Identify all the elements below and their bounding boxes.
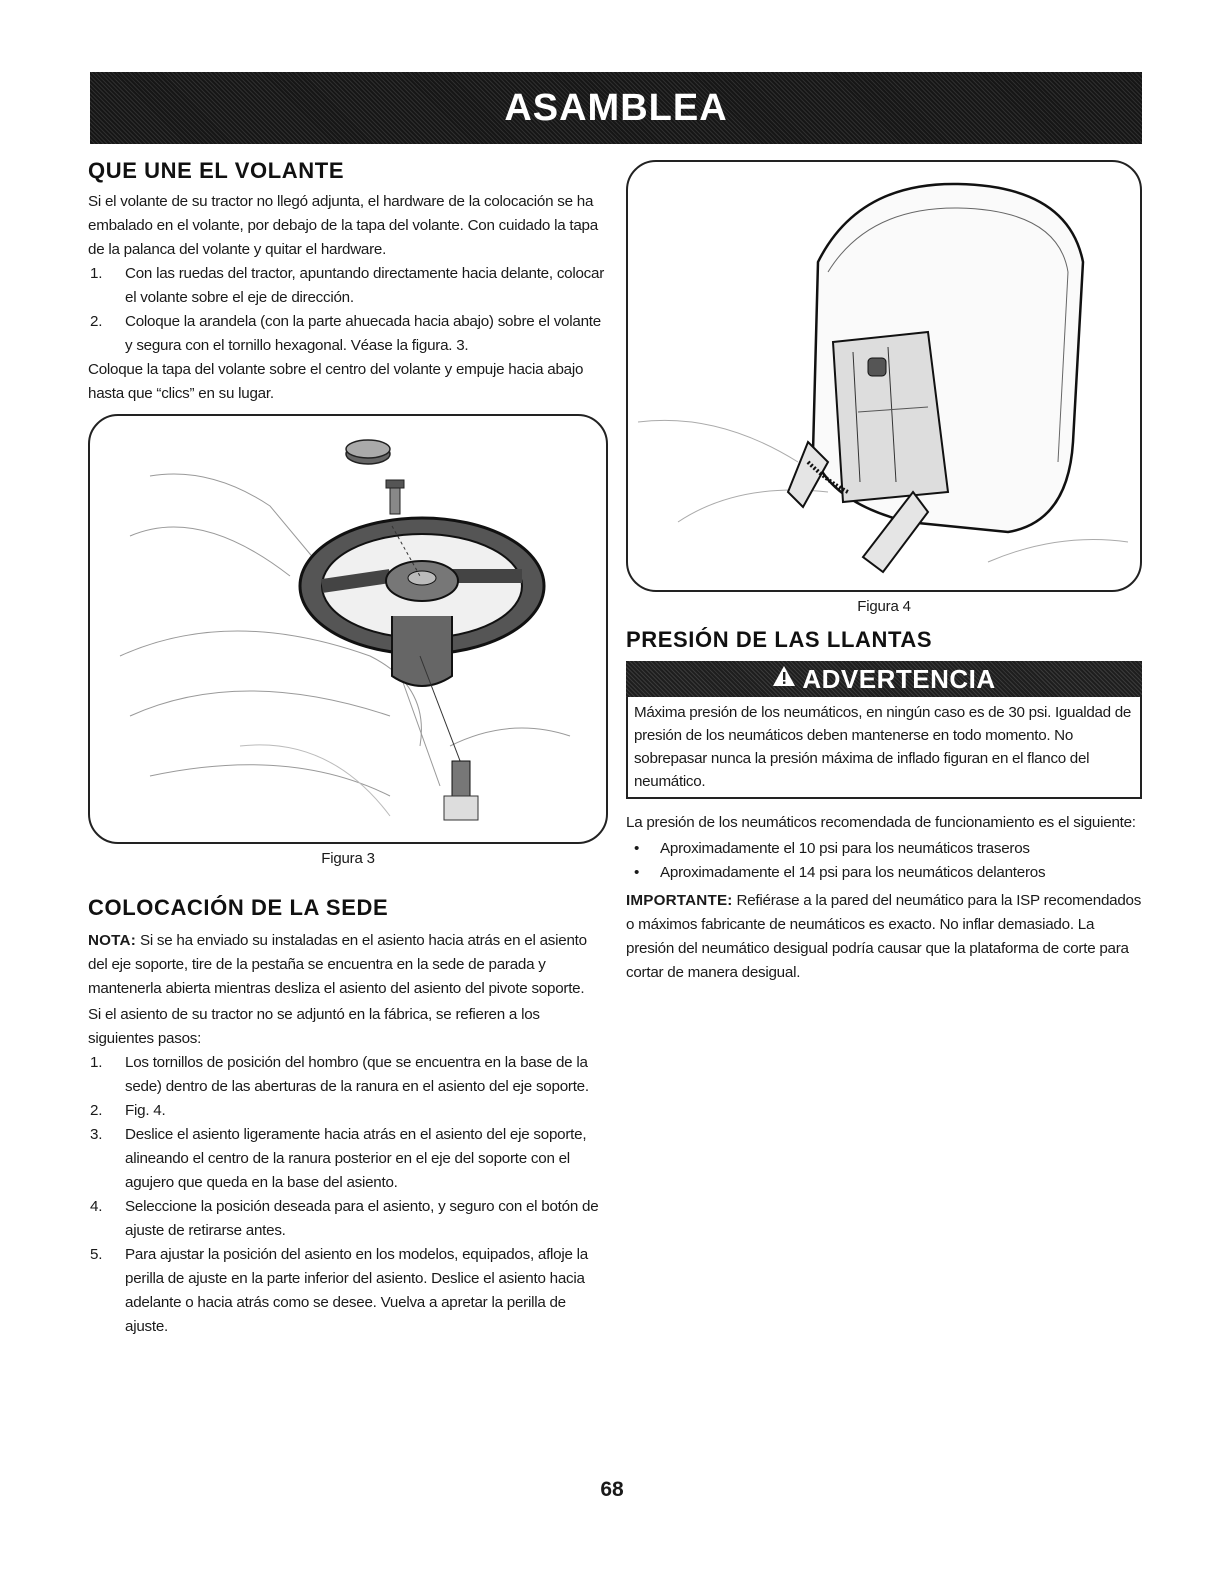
step-number: 1.: [90, 265, 103, 282]
seat-step: [88, 1243, 608, 1339]
step-text: Los tornillos de posición del hombro (que se encuentra en la base de la sede) dentro de las aberturas de la ranura en el asiento del eje soporte.: [125, 1054, 589, 1095]
seat-step: [88, 1195, 608, 1243]
step-text: Fig. 4.: [125, 1102, 166, 1119]
seat-step: [88, 1123, 608, 1195]
step-number: 5.: [90, 1246, 103, 1263]
seat-steps: [88, 1051, 608, 1339]
page-number: 68: [600, 1478, 624, 1501]
steering-heading: QUE UNE EL VOLANTE: [88, 158, 345, 183]
seat-illustration: [628, 162, 1140, 590]
step-number: 4.: [90, 1198, 103, 1215]
figure-4-caption: Figura 4: [857, 598, 911, 615]
step-number: 3.: [90, 1126, 103, 1143]
seat-intro: Si el asiento de su tractor no se adjuntó en la fábrica, se refieren a los siguientes pasos:: [88, 1006, 540, 1047]
bullet-text: Aproximadamente el 10 psi para los neumáticos traseros: [660, 840, 1030, 857]
step-text: Con las ruedas del tractor, apuntando directamente hacia delante, colocar el volante sobre el eje de dirección.: [125, 265, 605, 306]
list-item: [626, 837, 1142, 861]
steering-intro: Si el volante de su tractor no llegó adjunta, el hardware de la colocación se ha embalado en el volante, por debajo de la tapa del volante. Con cuidado la tapa de la palanca del volante y quitar el hardware.: [88, 193, 598, 258]
right-column: [626, 158, 1142, 985]
steering-steps: [88, 262, 608, 358]
seat-heading: COLOCACIÓN DE LA SEDE: [88, 895, 389, 920]
step-number: 2.: [90, 1102, 103, 1119]
bullet-text: Aproximadamente el 14 psi para los neumáticos delanteros: [660, 864, 1046, 881]
steering-step: [88, 310, 608, 358]
step-text: Seleccione la posición deseada para el asiento, y seguro con el botón de ajuste de retirarse antes.: [125, 1198, 599, 1239]
important-text: Refiérase a la pared del neumático para la ISP recomendados o máximos fabricante de neumáticos es exacto. No inflar demasiado. La presión del neumático desigual podría causar que la plataforma de corte para cortar de manera desigual.: [626, 892, 1142, 981]
left-column: [88, 158, 608, 1339]
tires-important: [626, 889, 1142, 985]
seat-step: [88, 1051, 608, 1099]
steering-wheel-illustration: [90, 416, 606, 842]
important-label: IMPORTANTE:: [626, 892, 733, 909]
bullet-icon: •: [634, 840, 640, 857]
step-text: Coloque la arandela (con la parte ahuecada hacia abajo) sobre el volante y segura con el tornillo hexagonal. Véase la figura. 3.: [125, 313, 601, 354]
figure-3-steering-wheel: [88, 414, 608, 844]
seat-note: [88, 929, 608, 1001]
step-number: 1.: [90, 1054, 103, 1071]
step-text: Para ajustar la posición del asiento en los modelos, equipados, afloje la perilla de ajuste en la parte inferior del asiento. Deslice el asiento hacia adelante o hacia atrás como se desee. Vuelva a apretar la perilla de ajuste.: [125, 1246, 588, 1335]
section-banner: [90, 72, 1142, 144]
step-text: Deslice el asiento ligeramente hacia atrás en el asiento del eje soporte, alineando el centro de la ranura posterior en el eje del soporte con el agujero que queda en la base del asiento.: [125, 1126, 587, 1191]
seat-step: [88, 1099, 608, 1123]
tires-heading: PRESIÓN DE LAS LLANTAS: [626, 627, 933, 652]
figure-3-caption: Figura 3: [321, 850, 375, 867]
tire-pressure-list: [626, 837, 1142, 885]
warning-header: [626, 661, 1142, 697]
list-item: [626, 861, 1142, 885]
bullet-icon: •: [634, 864, 640, 881]
steering-step: [88, 262, 608, 310]
note-text: Si se ha enviado su instaladas en el asiento hacia atrás en el asiento del eje soporte, tire de la pestaña se encuentra en la sede de parada y mantenerla abierta mientras desliza el asiento del asiento del pivote soporte.: [88, 932, 587, 997]
warning-title: ADVERTENCIA: [802, 663, 996, 694]
note-label: NOTA:: [88, 932, 136, 949]
figure-4-seat: [626, 160, 1142, 592]
warning-triangle-icon: [772, 663, 796, 694]
step-number: 2.: [90, 313, 103, 330]
steering-outro: Coloque la tapa del volante sobre el centro del volante y empuje hacia abajo hasta que “clics” en su lugar.: [88, 361, 584, 402]
tires-intro: La presión de los neumáticos recomendada de funcionamiento es el siguiente:: [626, 814, 1136, 831]
warning-text: Máxima presión de los neumáticos, en ningún caso es de 30 psi. Igualdad de presión de los neumáticos deben mantenerse en todo momento. No sobrepasar nunca la presión máxima de inflado figuran en el flanco del neumático.: [626, 697, 1142, 799]
section-title: ASAMBLEA: [504, 86, 728, 129]
